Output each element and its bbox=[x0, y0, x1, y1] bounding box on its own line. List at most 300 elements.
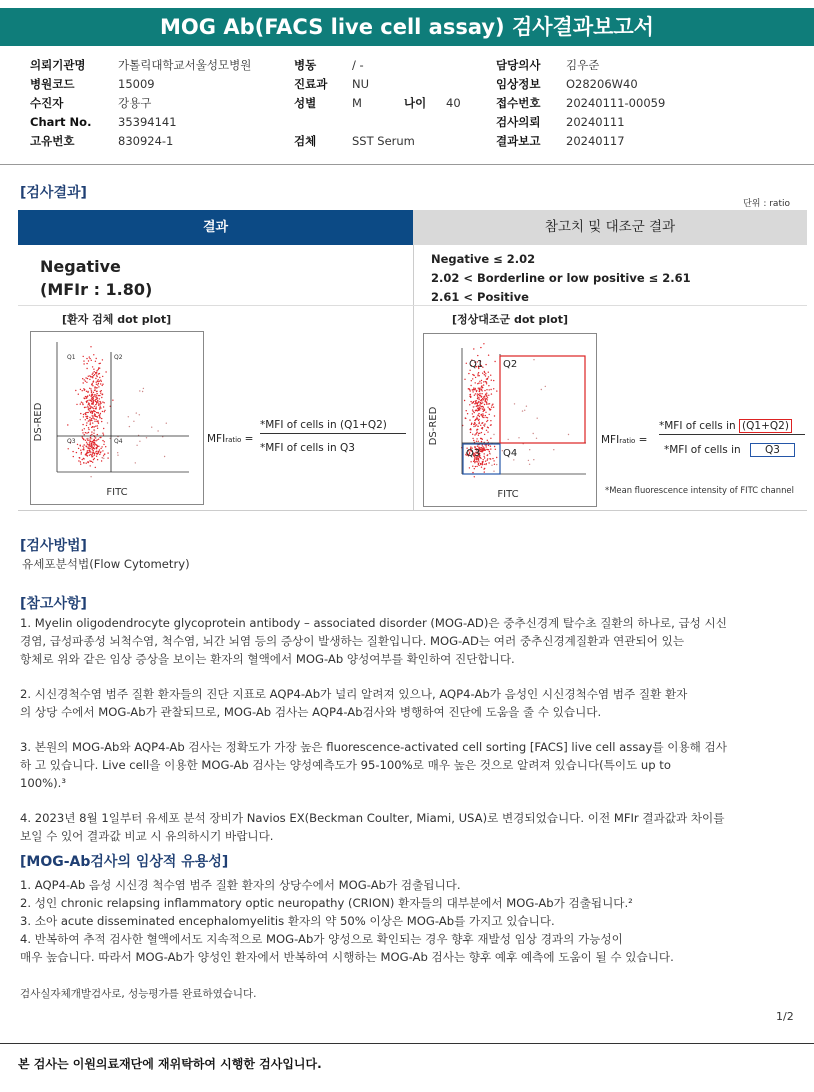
scatter-dot bbox=[89, 395, 90, 396]
scatter-dot bbox=[93, 433, 94, 434]
scatter-dot bbox=[85, 396, 86, 397]
scatter-dot bbox=[484, 404, 485, 405]
scatter-dot bbox=[100, 383, 101, 384]
scatter-dot bbox=[84, 407, 85, 408]
control-dot-plot bbox=[423, 333, 597, 507]
scatter-dot bbox=[477, 403, 478, 404]
info-label: 수진자 bbox=[30, 96, 64, 110]
scatter-dot bbox=[474, 476, 475, 477]
scatter-dot bbox=[103, 455, 104, 456]
scatter-dot bbox=[91, 431, 92, 432]
scatter-dot bbox=[471, 403, 472, 404]
scatter-dot bbox=[488, 376, 489, 377]
scatter-dot bbox=[86, 391, 87, 392]
scatter-dot bbox=[101, 421, 102, 422]
info-value: 강용구 bbox=[118, 96, 152, 110]
table-divider bbox=[413, 245, 414, 510]
scatter-dot bbox=[98, 395, 99, 396]
scatter-dot bbox=[94, 445, 95, 446]
scatter-dot bbox=[104, 454, 105, 455]
scatter-dot bbox=[487, 454, 488, 455]
scatter-dot bbox=[87, 396, 88, 397]
scatter-dot bbox=[479, 391, 480, 392]
scatter-dot bbox=[96, 358, 97, 359]
info-value: 20240117 bbox=[566, 134, 625, 148]
scatter-dot bbox=[472, 413, 473, 414]
scatter-dot bbox=[86, 358, 87, 359]
scatter-dot bbox=[533, 433, 534, 434]
scatter-dot bbox=[92, 399, 93, 400]
scatter-dot bbox=[91, 392, 92, 393]
scatter-dot bbox=[87, 440, 88, 441]
scatter-dot bbox=[92, 403, 93, 404]
scatter-dot bbox=[476, 391, 477, 392]
note-line: 하 고 있습니다. Live cell을 이용한 MOG-Ab 검사는 양성예측도가 95-100%로 매우 높은 것으로 알려져 있습니다(특이도 up to bbox=[20, 758, 671, 772]
scatter-dot bbox=[96, 396, 97, 397]
scatter-dot bbox=[82, 438, 83, 439]
scatter-dot bbox=[482, 422, 483, 423]
scatter-dot bbox=[486, 398, 487, 399]
scatter-dot bbox=[484, 468, 485, 469]
info-value: M bbox=[352, 96, 362, 110]
scatter-dot bbox=[87, 416, 88, 417]
scatter-dot bbox=[133, 421, 134, 422]
scatter-dot bbox=[478, 419, 479, 420]
scatter-dot bbox=[470, 401, 471, 402]
note-line: 1. Myelin oligodendrocyte glycoprotein antibody – associated disorder (MOG-AD)은 중추신경계 탈수초 질환의 하나로, 급성 시신 bbox=[20, 616, 727, 630]
scatter-dot bbox=[480, 400, 481, 401]
scatter-dot bbox=[475, 466, 476, 467]
scatter-dot bbox=[90, 448, 91, 449]
unit-label: 단위 : ratio bbox=[743, 199, 790, 209]
note-line: 4. 2023년 8월 1일부터 유세포 분석 장비가 Navios EX(Beckman Coulter, Miami, USA)로 변경되었습니다. 이전 MFIr 결과값과 차이를 bbox=[20, 811, 725, 825]
scatter-dot bbox=[481, 396, 482, 397]
scatter-dot bbox=[485, 415, 486, 416]
scatter-dot bbox=[469, 396, 470, 397]
scatter-dot bbox=[89, 375, 90, 376]
info-col3 bbox=[496, 56, 665, 151]
scatter-dot bbox=[100, 417, 101, 418]
scatter-dot bbox=[73, 456, 74, 457]
scatter-dot bbox=[496, 464, 497, 465]
scatter-dot bbox=[473, 406, 474, 407]
scatter-dot bbox=[479, 381, 480, 382]
scatter-dot bbox=[89, 410, 90, 411]
scatter-dot bbox=[95, 440, 96, 441]
scatter-dot bbox=[91, 396, 92, 397]
patient-numerator: *MFI of cells in (Q1+Q2) bbox=[260, 419, 406, 434]
scatter-dot bbox=[491, 393, 492, 394]
scatter-dot bbox=[485, 381, 486, 382]
scatter-dot bbox=[103, 406, 104, 407]
scatter-dot bbox=[476, 406, 477, 407]
scatter-dot bbox=[496, 457, 497, 458]
scatter-dot bbox=[94, 453, 95, 454]
scatter-dot bbox=[98, 386, 99, 387]
scatter-dot bbox=[90, 422, 91, 423]
scatter-dot bbox=[476, 424, 477, 425]
scatter-dot bbox=[473, 387, 474, 388]
scatter-dot bbox=[536, 438, 537, 439]
scatter-dot bbox=[82, 402, 83, 403]
scatter-dot bbox=[107, 457, 108, 458]
scatter-dot bbox=[78, 460, 79, 461]
validation-note: 검사실자체개발검사로, 성능평가를 완료하였습니다. bbox=[20, 988, 257, 1000]
scatter-dot bbox=[85, 377, 86, 378]
scatter-dot bbox=[94, 418, 95, 419]
scatter-dot bbox=[479, 422, 480, 423]
scatter-dot bbox=[142, 391, 143, 392]
info-label: 진료과 bbox=[294, 77, 328, 91]
note-3 bbox=[20, 738, 806, 792]
note-line: 2. 시신경척수염 범주 질환 환자들의 진단 지표로 AQP4-Ab가 널리 알려져 있으나, AQP4-Ab가 음성인 시신경척수염 범주 질환 환자 bbox=[20, 687, 688, 701]
scatter-dot bbox=[482, 387, 483, 388]
scatter-dot bbox=[477, 418, 478, 419]
scatter-dot bbox=[88, 445, 89, 446]
scatter-dot bbox=[514, 403, 515, 404]
scatter-dot bbox=[92, 413, 93, 414]
scatter-dot bbox=[92, 381, 93, 382]
result-line2: (MFIr : 1.80) bbox=[40, 280, 153, 299]
scatter-dot bbox=[90, 476, 91, 477]
scatter-dot bbox=[92, 396, 93, 397]
note-line: 3. 본원의 MOG-Ab와 AQP4-Ab 검사는 정확도가 가장 높은 fluorescence-activated cell sorting [FACS] live cell assay를 이용해 검사 bbox=[20, 740, 727, 754]
scatter-dot bbox=[85, 432, 86, 433]
scatter-dot bbox=[94, 454, 95, 455]
scatter-dot bbox=[97, 402, 98, 403]
note-2 bbox=[20, 685, 806, 721]
scatter-dot bbox=[482, 446, 483, 447]
scatter-dot bbox=[469, 394, 470, 395]
scatter-dot bbox=[474, 424, 475, 425]
scatter-dot bbox=[98, 383, 99, 384]
scatter-dot bbox=[489, 409, 490, 410]
scatter-dot bbox=[97, 434, 98, 435]
scatter-dot bbox=[90, 437, 91, 438]
scatter-dot bbox=[91, 455, 92, 456]
scatter-dot bbox=[93, 408, 94, 409]
scatter-dot bbox=[478, 461, 479, 462]
q2-label: Q2 bbox=[503, 359, 518, 370]
scatter-dot bbox=[103, 434, 104, 435]
scatter-dot bbox=[97, 384, 98, 385]
info-value: 김우준 bbox=[566, 58, 600, 72]
scatter-dot bbox=[466, 363, 467, 364]
scatter-dot bbox=[477, 408, 478, 409]
scatter-dot bbox=[492, 458, 493, 459]
scatter-dot bbox=[97, 398, 98, 399]
mfi-footnote: *Mean fluorescence intensity of FITC channel bbox=[605, 485, 794, 495]
scatter-dot bbox=[526, 406, 527, 407]
scatter-dot bbox=[100, 403, 101, 404]
scatter-dot bbox=[487, 427, 488, 428]
scatter-dot bbox=[472, 438, 473, 439]
scatter-dot bbox=[93, 400, 94, 401]
scatter-dot bbox=[470, 432, 471, 433]
patient-denominator: *MFI of cells in Q3 bbox=[260, 442, 355, 454]
scatter-dot bbox=[80, 413, 81, 414]
table-mid bbox=[18, 305, 807, 306]
q4-label: Q4 bbox=[503, 448, 518, 459]
scatter-dot bbox=[480, 408, 481, 409]
scatter-dot bbox=[488, 385, 489, 386]
mfi-prefix: MFI bbox=[207, 433, 226, 445]
scatter-dot bbox=[479, 404, 480, 405]
scatter-dot bbox=[490, 458, 491, 459]
y-axis-label: DS-RED bbox=[428, 406, 439, 446]
scatter-dot bbox=[88, 432, 89, 433]
scatter-dot bbox=[100, 407, 101, 408]
scatter-dot bbox=[485, 394, 486, 395]
scatter-dot bbox=[92, 366, 93, 367]
q3-label: Q3 bbox=[466, 448, 481, 459]
note-4 bbox=[20, 809, 806, 845]
patient-plot-svg bbox=[31, 332, 203, 504]
scatter-dot bbox=[81, 402, 82, 403]
scatter-dot bbox=[97, 428, 98, 429]
scatter-dot bbox=[482, 398, 483, 399]
scatter-dot bbox=[490, 453, 491, 454]
scatter-dot bbox=[96, 412, 97, 413]
scatter-dot bbox=[483, 424, 484, 425]
scatter-dot bbox=[85, 445, 86, 446]
scatter-dot bbox=[89, 405, 90, 406]
mfi-ratio-label: MFIratio = bbox=[207, 433, 254, 445]
scatter-dot bbox=[91, 446, 92, 447]
info-label: 임상정보 bbox=[496, 77, 541, 91]
scatter-dot bbox=[487, 460, 488, 461]
scatter-dot bbox=[481, 451, 482, 452]
scatter-dot bbox=[482, 390, 483, 391]
reference-borderline: 2.02 < Borderline or low positive ≤ 2.61 bbox=[431, 271, 691, 285]
scatter-dot bbox=[83, 414, 84, 415]
scatter-dot bbox=[487, 403, 488, 404]
scatter-dot bbox=[90, 406, 91, 407]
scatter-dot bbox=[77, 444, 78, 445]
scatter-dot bbox=[87, 378, 88, 379]
scatter-dot bbox=[85, 381, 86, 382]
info-label: 성별 bbox=[294, 96, 317, 110]
scatter-dot bbox=[85, 407, 86, 408]
scatter-dot bbox=[92, 383, 93, 384]
scatter-dot bbox=[493, 471, 494, 472]
info-col1 bbox=[30, 56, 251, 151]
scatter-dot bbox=[95, 451, 96, 452]
scatter-dot bbox=[493, 407, 494, 408]
scatter-dot bbox=[103, 458, 104, 459]
scatter-dot bbox=[91, 427, 92, 428]
scatter-dot bbox=[102, 457, 103, 458]
scatter-dot bbox=[99, 363, 100, 364]
scatter-dot bbox=[476, 429, 477, 430]
scatter-dot bbox=[477, 383, 478, 384]
scatter-dot bbox=[533, 359, 534, 360]
scatter-dot bbox=[483, 415, 484, 416]
scatter-dot bbox=[93, 459, 94, 460]
mfi-ratio-label: MFIratio = bbox=[601, 434, 648, 446]
scatter-dot bbox=[82, 424, 83, 425]
scatter-dot bbox=[465, 417, 466, 418]
report-title: MOG Ab(FACS live cell assay) 검사결과보고서 bbox=[0, 8, 814, 46]
scatter-dot bbox=[475, 388, 476, 389]
scatter-dot bbox=[95, 426, 96, 427]
scatter-dot bbox=[78, 394, 79, 395]
scatter-dot bbox=[89, 419, 90, 420]
scatter-dot bbox=[96, 393, 97, 394]
scatter-dot bbox=[553, 449, 554, 450]
q3-label: Q3 bbox=[67, 438, 76, 445]
scatter-dot bbox=[484, 434, 485, 435]
scatter-dot bbox=[477, 355, 478, 356]
scatter-dot bbox=[488, 355, 489, 356]
scatter-dot bbox=[92, 426, 93, 427]
scatter-dot bbox=[479, 407, 480, 408]
scatter-dot bbox=[104, 410, 105, 411]
scatter-dot bbox=[87, 400, 88, 401]
scatter-dot bbox=[478, 433, 479, 434]
scatter-dot bbox=[96, 456, 97, 457]
scatter-dot bbox=[95, 373, 96, 374]
scatter-dot bbox=[472, 409, 473, 410]
result-header: 결과 bbox=[18, 210, 413, 245]
scatter-dot bbox=[96, 391, 97, 392]
note-1 bbox=[20, 614, 806, 668]
scatter-dot bbox=[83, 360, 84, 361]
scatter-dot bbox=[83, 439, 84, 440]
scatter-dot bbox=[470, 429, 471, 430]
control-plot-svg bbox=[424, 334, 596, 506]
scatter-dot bbox=[91, 434, 92, 435]
scatter-dot bbox=[102, 433, 103, 434]
scatter-dot bbox=[479, 416, 480, 417]
scatter-dot bbox=[83, 382, 84, 383]
scatter-dot bbox=[88, 461, 89, 462]
scatter-dot bbox=[491, 380, 492, 381]
scatter-dot bbox=[80, 461, 81, 462]
footer-text: 본 검사는 이원의료재단에 재위탁하여 시행한 검사입니다. bbox=[18, 1057, 322, 1071]
scatter-dot bbox=[82, 459, 83, 460]
scatter-dot bbox=[482, 402, 483, 403]
scatter-dot bbox=[485, 375, 486, 376]
scatter-dot bbox=[99, 454, 100, 455]
scatter-dot bbox=[83, 356, 84, 357]
scatter-dot bbox=[474, 468, 475, 469]
scatter-dot bbox=[139, 441, 140, 442]
scatter-dot bbox=[475, 393, 476, 394]
scatter-dot bbox=[484, 374, 485, 375]
scatter-dot bbox=[92, 449, 93, 450]
info-value: / - bbox=[352, 58, 364, 72]
scatter-dot bbox=[101, 397, 102, 398]
scatter-dot bbox=[481, 447, 482, 448]
scatter-dot bbox=[104, 411, 105, 412]
scatter-dot bbox=[472, 391, 473, 392]
scatter-dot bbox=[484, 464, 485, 465]
scatter-dot bbox=[485, 364, 486, 365]
info-label: 결과보고 bbox=[496, 134, 541, 148]
scatter-dot bbox=[488, 395, 489, 396]
scatter-dot bbox=[95, 437, 96, 438]
scatter-dot bbox=[478, 441, 479, 442]
scatter-dot bbox=[475, 377, 476, 378]
scatter-dot bbox=[476, 418, 477, 419]
scatter-dot bbox=[485, 461, 486, 462]
scatter-dot bbox=[476, 432, 477, 433]
scatter-dot bbox=[487, 379, 488, 380]
mfi-prefix: MFI bbox=[601, 434, 620, 446]
scatter-dot bbox=[473, 401, 474, 402]
scatter-dot bbox=[87, 455, 88, 456]
scatter-dot bbox=[92, 447, 93, 448]
scatter-dot bbox=[83, 397, 84, 398]
scatter-dot bbox=[533, 459, 534, 460]
scatter-dot bbox=[146, 437, 147, 438]
scatter-dot bbox=[102, 385, 103, 386]
scatter-dot bbox=[481, 400, 482, 401]
scatter-dot bbox=[83, 447, 84, 448]
scatter-dot bbox=[488, 372, 489, 373]
scatter-dot bbox=[86, 463, 87, 464]
scatter-dot bbox=[94, 374, 95, 375]
result-line1: Negative bbox=[40, 257, 121, 276]
scatter-dot bbox=[92, 422, 93, 423]
scatter-dot bbox=[484, 398, 485, 399]
q2-label: Q2 bbox=[114, 354, 123, 361]
scatter-dot bbox=[473, 375, 474, 376]
scatter-dot bbox=[102, 401, 103, 402]
scatter-dot bbox=[480, 463, 481, 464]
scatter-dot bbox=[88, 420, 89, 421]
scatter-dot bbox=[474, 412, 475, 413]
scatter-dot bbox=[72, 451, 73, 452]
scatter-dot bbox=[96, 375, 97, 376]
scatter-dot bbox=[99, 398, 100, 399]
scatter-dot bbox=[489, 403, 490, 404]
scatter-dot bbox=[96, 370, 97, 371]
reference-header: 참고치 및 대조군 결과 bbox=[413, 210, 807, 245]
scatter-dot bbox=[469, 404, 470, 405]
scatter-dot bbox=[90, 346, 91, 347]
scatter-dot bbox=[92, 418, 93, 419]
scatter-dot bbox=[89, 450, 90, 451]
scatter-dot bbox=[474, 434, 475, 435]
info-label: 검체 bbox=[294, 134, 317, 148]
scatter-dot bbox=[472, 472, 473, 473]
y-axis-label: DS-RED bbox=[33, 402, 44, 442]
scatter-dot bbox=[107, 452, 108, 453]
scatter-dot bbox=[97, 400, 98, 401]
scatter-dot bbox=[478, 413, 479, 414]
scatter-dot bbox=[102, 384, 103, 385]
scatter-dot bbox=[473, 440, 474, 441]
scatter-dot bbox=[94, 426, 95, 427]
scatter-dot bbox=[96, 387, 97, 388]
scatter-dot bbox=[472, 378, 473, 379]
scatter-dot bbox=[484, 453, 485, 454]
scatter-dot bbox=[99, 377, 100, 378]
scatter-dot bbox=[473, 348, 474, 349]
scatter-dot bbox=[476, 461, 477, 462]
scatter-dot bbox=[476, 466, 477, 467]
scatter-dot bbox=[92, 454, 93, 455]
scatter-dot bbox=[86, 363, 87, 364]
scatter-dot bbox=[97, 459, 98, 460]
scatter-dot bbox=[99, 449, 100, 450]
patient-formula bbox=[207, 419, 407, 459]
info-divider bbox=[0, 164, 814, 165]
scatter-dot bbox=[90, 465, 91, 466]
scatter-dot bbox=[90, 412, 91, 413]
